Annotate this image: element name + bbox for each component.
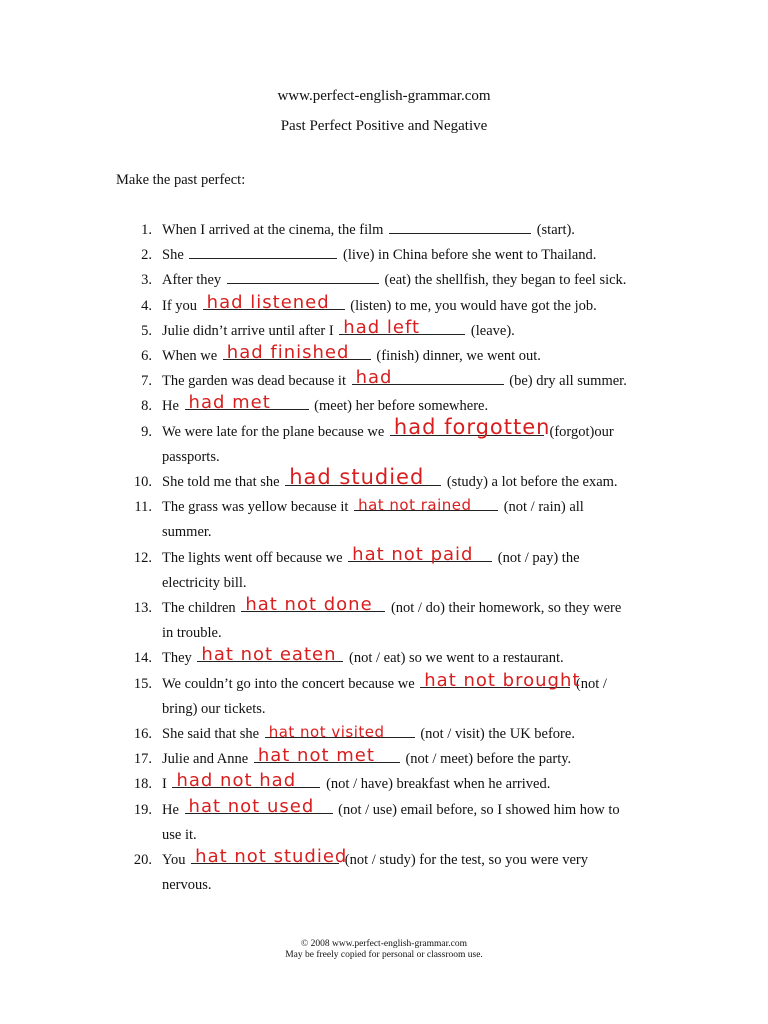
exercise-text-after: (be) dry all summer. — [509, 373, 627, 390]
exercise-continuation: summer. — [162, 524, 212, 541]
exercise-item — [128, 722, 648, 747]
answer-blank[interactable] — [191, 846, 348, 868]
exercise-text-before: After they — [162, 272, 222, 289]
handwritten-answer: hat not eaten — [201, 644, 337, 666]
footer-note: May be freely copied for personal or classroom use. — [285, 950, 483, 960]
exercise-text-after: (forgot)our — [549, 423, 614, 440]
exercise-text-after: (not / rain) all — [503, 499, 584, 516]
handwritten-answer: hat not used — [188, 795, 315, 817]
exercise-text-after: (not / pay) the — [497, 549, 580, 566]
exercise-item — [128, 243, 648, 268]
exercise-text-after: (not / — [575, 675, 607, 692]
exercise-number: 12. — [133, 549, 152, 566]
answer-blank[interactable] — [354, 495, 498, 515]
exercise-text-after: (not / visit) the UK before. — [420, 726, 575, 743]
handwritten-answer: had forgotten — [393, 414, 551, 439]
answer-blank[interactable] — [172, 770, 320, 792]
handwritten-answer: had met — [188, 392, 271, 414]
exercise-text-after: (not / eat) so we went to a restaurant. — [349, 650, 564, 667]
handwritten-answer: had listened — [206, 291, 330, 313]
instructions: Make the past perfect: — [116, 172, 246, 188]
answer-blank[interactable] — [389, 218, 531, 234]
exercise-number: 14. — [133, 650, 152, 667]
answer-blank[interactable] — [265, 722, 415, 742]
exercise-number: 13. — [133, 600, 152, 617]
answer-blank[interactable] — [241, 594, 385, 616]
exercise-number: 5. — [141, 322, 152, 339]
answer-blank[interactable] — [352, 367, 504, 389]
exercise-text-after: (not / meet) before the party. — [405, 751, 572, 768]
exercise-item — [128, 369, 648, 394]
exercise-item — [128, 465, 648, 495]
exercise-number: 11. — [134, 499, 152, 516]
handwritten-answer: hat not visited — [268, 723, 385, 742]
exercise-number: 7. — [141, 373, 152, 390]
exercise-item — [128, 218, 648, 243]
exercise-number: 16. — [133, 726, 152, 743]
answer-blank[interactable] — [254, 745, 400, 767]
exercise-number: 4. — [141, 297, 152, 314]
exercise-text-after: (not / use) email before, so I showed him how to — [338, 801, 620, 818]
exercise-number: 17. — [133, 751, 152, 768]
answer-blank[interactable] — [390, 414, 551, 439]
handwritten-answer: had finished — [226, 342, 350, 364]
exercise-number: 9. — [141, 423, 152, 440]
answer-blank[interactable] — [285, 465, 441, 490]
exercise-item — [128, 291, 648, 319]
exercise-continuation: use it. — [162, 826, 197, 843]
exercise-number: 10. — [133, 474, 152, 491]
exercise-text-before: She — [162, 247, 184, 264]
exercise-item — [128, 414, 648, 445]
footer-copyright: © 2008 www.perfect-english-grammar.com — [301, 939, 467, 949]
exercise-item — [128, 772, 648, 797]
exercise-number: 18. — [133, 776, 152, 793]
exercise-text-after: (live) in China before she went to Thailand. — [343, 247, 597, 264]
exercise-text-after: (listen) to me, you would have got the job. — [350, 297, 597, 314]
exercise-text-before: You — [162, 852, 186, 869]
exercise-list — [128, 218, 648, 898]
exercise-number: 8. — [141, 398, 152, 415]
exercise-item — [128, 394, 648, 419]
exercise-text-after: (study) a lot before the exam. — [446, 474, 618, 491]
exercise-text-before: The grass was yellow because it — [162, 499, 349, 516]
handwritten-answer: had not had — [176, 770, 297, 792]
exercise-text-before: The lights went off because we — [162, 549, 343, 566]
exercise-text-before: He — [162, 801, 179, 818]
exercise-text-before: We were late for the plane because we — [162, 423, 385, 440]
exercise-item — [128, 747, 648, 772]
exercise-number: 20. — [133, 852, 152, 869]
footer — [0, 939, 768, 961]
answer-blank[interactable] — [223, 342, 371, 364]
exercise-number: 1. — [141, 222, 152, 238]
exercise-number: 6. — [141, 348, 152, 365]
exercise-text-after: (finish) dinner, we went out. — [376, 348, 541, 365]
answer-blank[interactable] — [348, 543, 492, 565]
handwritten-answer: had studied — [289, 465, 425, 490]
exercise-item — [128, 646, 648, 671]
handwritten-answer: hat not studied — [195, 846, 348, 868]
handwritten-answer: hat not done — [245, 594, 373, 616]
exercise-number: 3. — [141, 272, 152, 289]
exercise-number: 15. — [133, 675, 152, 692]
exercise-item — [128, 795, 648, 823]
exercise-item — [128, 543, 648, 571]
exercise-text-before: The children — [162, 600, 236, 617]
handwritten-answer: hat not met — [257, 745, 375, 767]
handwritten-answer: hat not paid — [352, 543, 474, 565]
answer-blank[interactable] — [197, 644, 343, 666]
answer-blank[interactable] — [185, 392, 309, 414]
exercise-text-before: She said that she — [162, 726, 260, 743]
handwritten-answer: had left — [343, 316, 421, 338]
answer-blank[interactable] — [185, 795, 333, 817]
answer-blank[interactable] — [420, 669, 581, 691]
exercise-text-after: (not / do) their homework, so they were — [390, 600, 622, 617]
exercise-number: 2. — [141, 247, 152, 264]
exercise-item — [128, 669, 648, 697]
answer-blank[interactable] — [189, 243, 337, 259]
worksheet-title: Past Perfect Positive and Negative — [280, 118, 488, 134]
exercise-text-before: We couldn’t go into the concert because we — [162, 675, 415, 692]
exercise-text-after: (eat) the shellfish, they began to feel sick. — [384, 272, 627, 289]
answer-blank[interactable] — [339, 316, 465, 338]
exercise-item — [128, 268, 648, 293]
exercise-text-before: If you — [162, 297, 198, 314]
exercise-continuation: passports. — [162, 448, 220, 465]
exercise-continuation: electricity bill. — [162, 574, 247, 591]
exercise-text-before: Julie and Anne — [162, 751, 249, 768]
exercise-item — [128, 344, 648, 369]
exercise-text-before: The garden was dead because it — [162, 373, 346, 390]
handwritten-answer: hat not brought — [424, 669, 581, 691]
handwritten-answer: had — [355, 367, 393, 389]
exercise-text-after: (not / have) breakfast when he arrived. — [326, 776, 551, 793]
site-url: www.perfect-english-grammar.com — [277, 88, 491, 104]
exercise-item — [128, 316, 648, 344]
exercise-continuation: in trouble. — [162, 625, 222, 642]
answer-blank[interactable] — [227, 268, 379, 284]
exercise-text-before: He — [162, 398, 179, 415]
exercise-number: 19. — [133, 801, 152, 818]
exercise-text-before: When we — [162, 348, 218, 365]
exercise-text-before: They — [162, 650, 192, 667]
exercise-continuation: nervous. — [162, 877, 212, 894]
exercise-text-after: (meet) her before somewhere. — [314, 398, 489, 415]
exercise-text-before: Julie didn’t arrive until after I — [162, 322, 334, 339]
handwritten-answer: hat not rained — [358, 496, 472, 515]
exercise-text-after: (start). — [536, 222, 575, 238]
exercise-text-after: (not / study) for the test, so you were very — [344, 852, 589, 869]
exercise-item — [128, 495, 648, 520]
exercise-text-before: When I arrived at the cinema, the film — [162, 222, 384, 238]
exercise-text-before: I — [162, 776, 167, 793]
exercise-item — [128, 596, 648, 621]
exercise-continuation: bring) our tickets. — [162, 700, 266, 717]
exercise-text-before: She told me that she — [162, 474, 280, 491]
exercise-text-after: (leave). — [470, 322, 515, 339]
answer-blank[interactable] — [203, 291, 345, 313]
exercise-item — [128, 848, 648, 873]
